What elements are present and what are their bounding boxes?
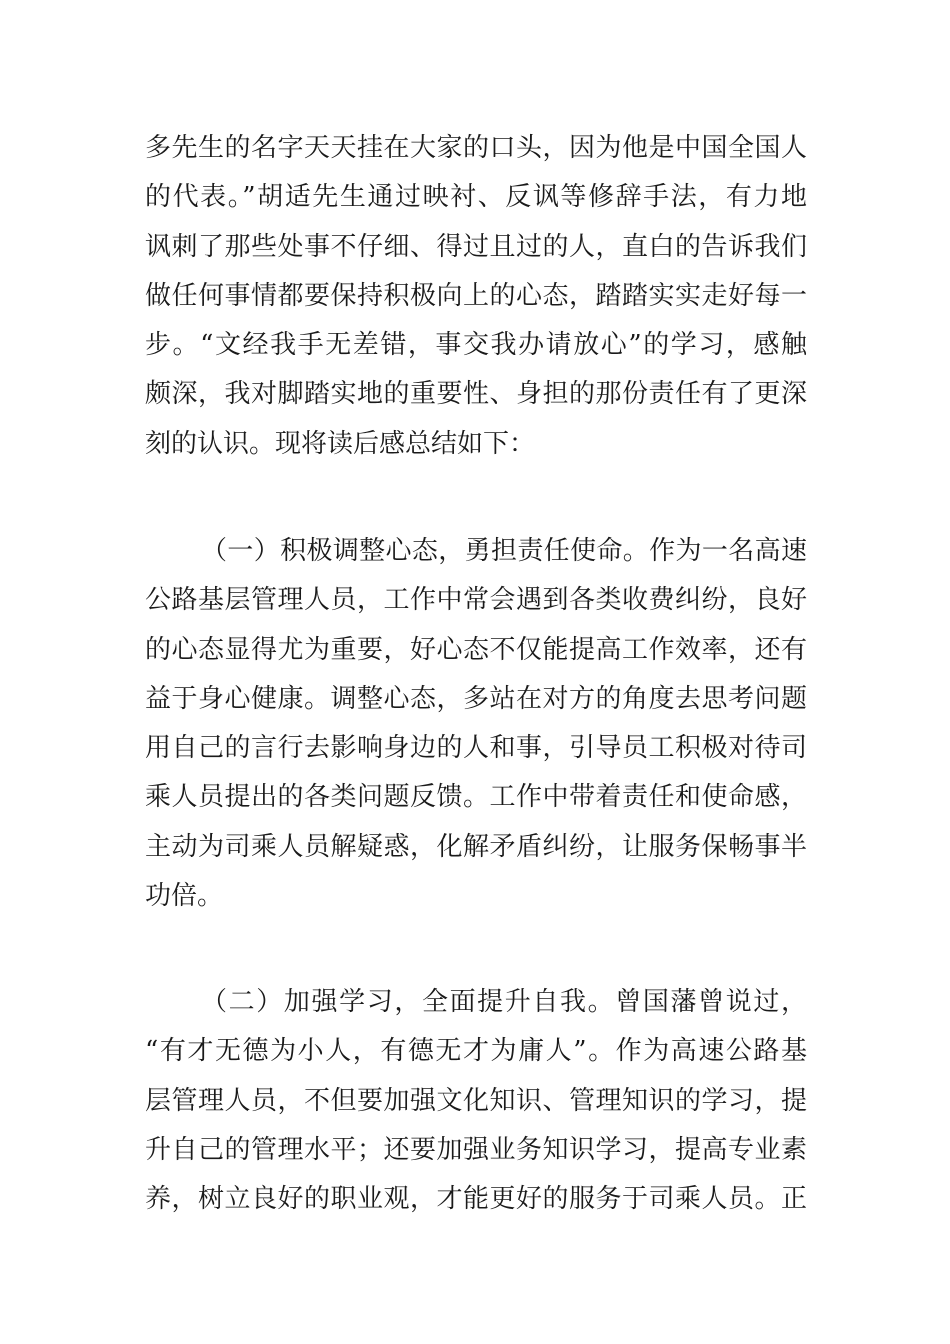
text-line: 功倍。 [145,881,224,912]
paragraph-intro-conclusion [145,124,807,469]
text-line: 乘人员提出的各类问题反馈。工作中带着责任和使命感， [145,782,807,813]
paragraph-section-one [145,527,807,921]
text-line: 益于身心健康。调整心态，多站在对方的角度去思考问题 [145,683,807,714]
text-line: 用自己的言行去影响身边的人和事，引导员工积极对待司 [145,733,807,764]
text-line: 讽刺了那些处事不仔细、得过且过的人，直白的告诉我们 [145,231,807,262]
text-line: 升自己的管理水平；还要加强业务知识学习，提高专业素 [145,1134,807,1165]
paragraph-section-two [145,978,807,1224]
text-line: 层管理人员，不但要加强文化知识、管理知识的学习，提 [145,1085,807,1116]
text-line: “有才无德为小人，有德无才为庸人”。作为高速公路基 [145,1036,807,1067]
text-line: 做任何事情都要保持积极向上的心态，踏踏实实走好每一 [145,280,807,311]
text-line: （二）加强学习，全面提升自我。曾国藩曾说过， [201,987,807,1017]
text-line: 公路基层管理人员，工作中常会遇到各类收费纠纷，良好 [145,585,807,616]
text-line: 颇深，我对脚踏实地的重要性、身担的那份责任有了更深 [145,379,807,410]
text-line: 的代表。”胡适先生通过映衬、反讽等修辞手法，有力地 [145,182,807,213]
text-line: 养，树立良好的职业观，才能更好的服务于司乘人员。正 [145,1184,807,1215]
text-line: 多先生的名字天天挂在大家的口头，因为他是中国全国人 [145,133,807,163]
text-line: 刻的认识。现将读后感总结如下： [145,428,536,459]
text-line: 步。“文经我手无差错，事交我办请放心”的学习，感触 [145,330,807,361]
text-line: 主动为司乘人员解疑惑，化解矛盾纠纷，让服务保畅事半 [145,831,807,862]
text-line: （一）积极调整心态，勇担责任使命。作为一名高速 [201,536,807,566]
text-line: 的心态显得尤为重要，好心态不仅能提高工作效率，还有 [145,634,807,665]
